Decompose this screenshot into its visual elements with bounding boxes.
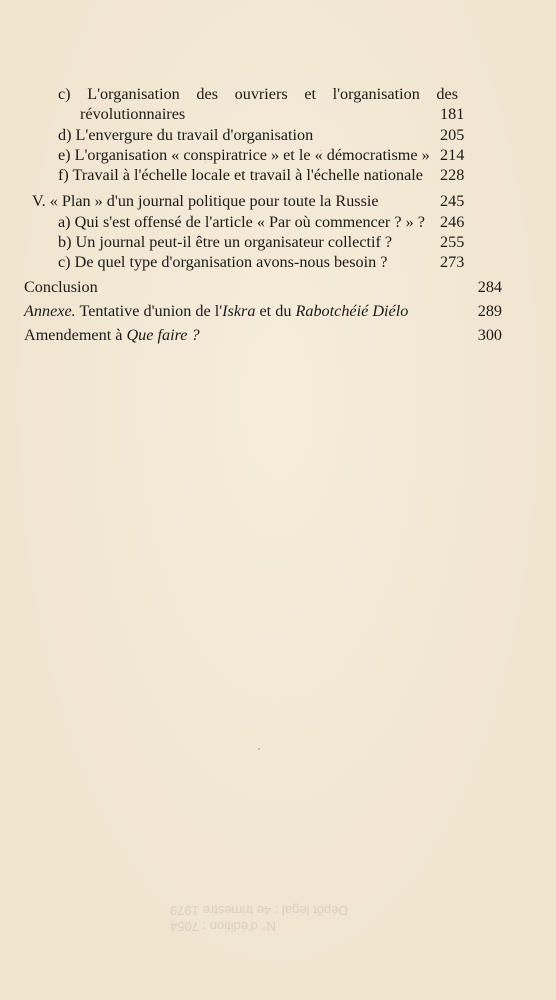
toc-entry-marker: c): [58, 85, 71, 103]
toc-entry-marker: a): [58, 212, 71, 231]
toc-entry-page: 214: [440, 145, 465, 164]
toc-entry-page: 246: [440, 212, 465, 231]
paper-speck: [320, 150, 321, 151]
imprint-line: N° d'édition : 7054: [170, 919, 276, 934]
toc-entry-title-part: et du: [255, 301, 296, 320]
toc-entry-title: De quel type d'organisation avons-nous besoin ?: [74, 253, 388, 272]
toc-entry-title-part: Amendement à: [24, 326, 127, 345]
toc-entry-title: Travail à l'échelle locale et travail à l'échelle nationale: [72, 166, 423, 185]
paper-speck: [205, 162, 206, 163]
toc-entry-marker: f): [58, 166, 69, 185]
toc-entry-title-italic: Iskra: [222, 301, 256, 320]
toc-entry-page: 273: [440, 253, 465, 272]
toc-entry-f-travail-echelle[interactable]: [58, 165, 502, 185]
toc-entry-page: 205: [440, 125, 465, 144]
toc-entry-a-qui-offense[interactable]: [58, 212, 502, 232]
toc-entry-b-journal-organisateur[interactable]: [58, 232, 502, 252]
toc-entry-page: 228: [440, 166, 465, 185]
toc-entry-title: L'organisation des ouvriers et l'organisation des révolutionnaires: [80, 85, 459, 124]
toc-entry-title-italic: Rabotchéié Diélo: [295, 301, 409, 320]
toc-entry-page: 255: [440, 233, 465, 252]
toc-entry-title: Qui s'est offensé de l'article « Par où commencer ? » ?: [74, 212, 425, 231]
toc-entry-c-type-organisation[interactable]: [58, 252, 502, 272]
toc-amendement[interactable]: [24, 325, 502, 345]
toc-entry-page: 181: [440, 105, 465, 124]
show-through-imprint: [170, 902, 410, 934]
toc-entry-e-conspiratrice[interactable]: [58, 145, 502, 165]
toc-entry-marker: c): [58, 253, 71, 272]
toc-entry-c-organisation-ouvriers[interactable]: [58, 84, 502, 125]
toc-annexe[interactable]: [24, 301, 502, 321]
toc-entry-page: 245: [440, 192, 465, 211]
toc-entry-marker: b): [58, 233, 72, 252]
toc-entry-title: Un journal peut-il être un organisateur collectif ?: [75, 233, 393, 252]
toc-chapter-title: « Plan » d'un journal politique pour toute la Russie: [49, 192, 379, 211]
toc-chapter-v-plan-journal[interactable]: [32, 191, 502, 211]
toc-entry-title: Conclusion: [24, 277, 98, 296]
paper-speck: [258, 748, 260, 750]
toc-entry-marker: e): [58, 145, 71, 164]
toc-entry-page: 300: [477, 326, 502, 345]
toc-entry-title: L'organisation « conspiratrice » et le « démocratisme »: [74, 145, 430, 164]
table-of-contents: [24, 84, 502, 346]
toc-entry-title: L'envergure du travail d'organisation: [75, 125, 314, 144]
toc-chapter-marker: V.: [32, 192, 46, 211]
toc-entry-title-italic: Que faire ?: [126, 326, 200, 345]
toc-annexe-prefix: Annexe.: [24, 301, 76, 320]
toc-conclusion[interactable]: [24, 277, 502, 297]
toc-entry-page: 284: [477, 277, 502, 296]
imprint-line: Dépôt légal : 4e trimestre 1979: [170, 903, 348, 918]
toc-entry-marker: d): [58, 125, 72, 144]
toc-entry-d-envergure[interactable]: [58, 125, 502, 145]
toc-entry-title-part: Tentative d'union de l': [79, 301, 223, 320]
toc-entry-page: 289: [477, 301, 502, 320]
